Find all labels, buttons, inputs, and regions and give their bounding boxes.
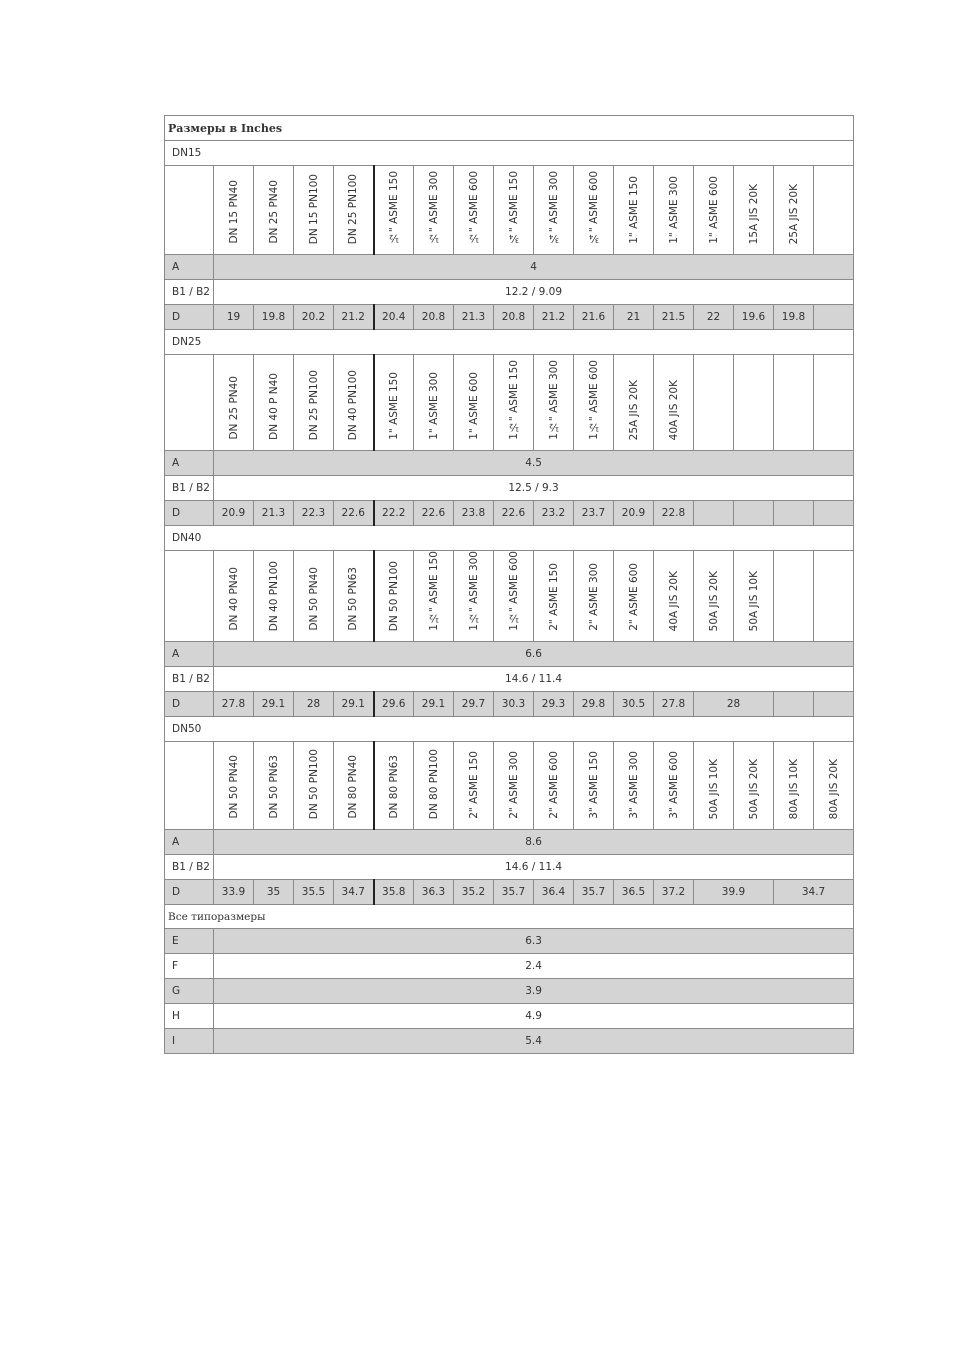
value-d: 39.9 (694, 880, 774, 905)
column-header-label: ¾" ASME 300 (547, 170, 560, 244)
value-d: 20.9 (614, 501, 654, 526)
column-header-label: ½" ASME 300 (427, 170, 440, 244)
column-header (574, 355, 614, 451)
row-label-d: D (165, 692, 214, 717)
value-d: 20.9 (214, 501, 254, 526)
column-header (774, 355, 814, 451)
column-header-label: DN 80 PN63 (387, 755, 400, 819)
column-header-label: 3" ASME 150 (587, 751, 600, 819)
column-header (294, 355, 334, 451)
section-title: DN40 (165, 526, 854, 551)
dimensions-table (164, 115, 854, 1054)
section-title: DN25 (165, 330, 854, 355)
column-header-label: DN 40 P N40 (267, 373, 280, 440)
all-sizes-title: Все типоразмеры (165, 905, 854, 929)
column-header (734, 166, 774, 255)
column-header (414, 355, 454, 451)
value-b: 14.6 / 11.4 (214, 855, 854, 880)
value-d (814, 692, 854, 717)
column-header-label: 1½" ASME 150 (427, 551, 440, 631)
column-header-label: DN 25 PN100 (307, 369, 320, 440)
value-d: 22.6 (414, 501, 454, 526)
column-header-label: 1" ASME 600 (707, 176, 720, 244)
column-header (334, 166, 374, 255)
column-header (734, 355, 774, 451)
column-header (254, 742, 294, 830)
row-value: 3.9 (214, 979, 854, 1004)
value-d: 30.3 (494, 692, 534, 717)
row-label: G (165, 979, 214, 1004)
column-header (214, 551, 254, 642)
value-d (814, 501, 854, 526)
column-header-label: 40A JIS 20K (667, 570, 680, 631)
value-b: 12.2 / 9.09 (214, 280, 854, 305)
column-header-label: 1½" ASME 300 (467, 551, 480, 631)
column-header (414, 742, 454, 830)
value-d: 20.4 (374, 305, 414, 330)
column-header (574, 551, 614, 642)
column-header (534, 551, 574, 642)
row-label-d: D (165, 880, 214, 905)
column-header-label: DN 25 PN100 (347, 173, 360, 244)
column-header-label: 25A JIS 20K (787, 183, 800, 244)
value-d: 28 (294, 692, 334, 717)
dimensions-document (164, 115, 854, 1054)
row-label: H (165, 1004, 214, 1029)
column-header (814, 166, 854, 255)
row-label-b: B1 / B2 (165, 855, 214, 880)
column-header-label: 25A JIS 20K (627, 379, 640, 440)
column-header (494, 742, 534, 830)
value-d: 22.6 (334, 501, 374, 526)
value-d: 35.7 (574, 880, 614, 905)
column-header (614, 166, 654, 255)
value-d: 37.2 (654, 880, 694, 905)
value-d: 27.8 (214, 692, 254, 717)
column-header-label: 1" ASME 150 (627, 176, 640, 244)
column-header (654, 742, 694, 830)
row-value: 2.4 (214, 954, 854, 979)
column-header (614, 355, 654, 451)
column-header (774, 742, 814, 830)
column-header (534, 355, 574, 451)
column-header (374, 742, 414, 830)
column-header-label: 1" ASME 300 (427, 372, 440, 440)
column-header-label: 40A JIS 20K (667, 379, 680, 440)
column-header (254, 166, 294, 255)
value-d: 21.5 (654, 305, 694, 330)
value-d: 29.6 (374, 692, 414, 717)
column-header-label: 2" ASME 600 (547, 751, 560, 819)
column-header-label: DN 40 PN100 (267, 560, 280, 631)
value-d: 35.8 (374, 880, 414, 905)
value-d: 27.8 (654, 692, 694, 717)
header-empty-cell (165, 355, 214, 451)
column-header (334, 355, 374, 451)
column-header (374, 166, 414, 255)
value-d: 33.9 (214, 880, 254, 905)
value-d: 21 (614, 305, 654, 330)
column-header-label: 1" ASME 300 (667, 176, 680, 244)
column-header (214, 166, 254, 255)
column-header-label: DN 50 PN63 (267, 755, 280, 819)
column-header (654, 551, 694, 642)
value-d: 29.7 (454, 692, 494, 717)
value-d: 34.7 (774, 880, 854, 905)
column-header-label: 1½" ASME 300 (547, 360, 560, 440)
column-header (814, 551, 854, 642)
column-header-label: 50A JIS 20K (747, 758, 760, 819)
column-header-label: 2" ASME 300 (507, 751, 520, 819)
value-d: 22 (694, 305, 734, 330)
column-header-label: 1½" ASME 600 (507, 551, 520, 631)
value-d (814, 305, 854, 330)
value-a: 4.5 (214, 451, 854, 476)
value-a: 4 (214, 255, 854, 280)
value-d: 35.7 (494, 880, 534, 905)
column-header-label: DN 50 PN100 (387, 560, 400, 631)
column-header (654, 355, 694, 451)
section-title: DN15 (165, 141, 854, 166)
table-title: Размеры в Inches (165, 116, 854, 141)
column-header (494, 355, 534, 451)
value-d: 22.2 (374, 501, 414, 526)
column-header (494, 551, 534, 642)
value-d: 23.8 (454, 501, 494, 526)
value-d: 23.2 (534, 501, 574, 526)
column-header (454, 742, 494, 830)
row-label-d: D (165, 501, 214, 526)
column-header (414, 551, 454, 642)
value-d: 36.3 (414, 880, 454, 905)
column-header-label: DN 15 PN40 (227, 180, 240, 244)
column-header (254, 355, 294, 451)
column-header (294, 551, 334, 642)
column-header (294, 166, 334, 255)
value-d (694, 501, 734, 526)
column-header-label: 50A JIS 10K (747, 570, 760, 631)
row-label-a: A (165, 451, 214, 476)
value-d: 28 (694, 692, 774, 717)
value-d: 35.5 (294, 880, 334, 905)
value-d: 36.4 (534, 880, 574, 905)
value-d: 21.2 (334, 305, 374, 330)
value-d: 21.3 (254, 501, 294, 526)
row-label: F (165, 954, 214, 979)
value-d: 20.2 (294, 305, 334, 330)
column-header (454, 551, 494, 642)
row-label-a: A (165, 642, 214, 667)
column-header-label: 2" ASME 300 (587, 563, 600, 631)
value-d: 19.6 (734, 305, 774, 330)
value-d: 36.5 (614, 880, 654, 905)
value-d: 30.5 (614, 692, 654, 717)
row-value: 5.4 (214, 1029, 854, 1054)
row-label-d: D (165, 305, 214, 330)
column-header (454, 166, 494, 255)
column-header (214, 742, 254, 830)
column-header-label: 2" ASME 150 (467, 751, 480, 819)
value-d: 19.8 (774, 305, 814, 330)
row-label-a: A (165, 255, 214, 280)
column-header (454, 355, 494, 451)
column-header (814, 742, 854, 830)
column-header (774, 166, 814, 255)
value-d: 21.6 (574, 305, 614, 330)
column-header (414, 166, 454, 255)
value-d: 20.8 (494, 305, 534, 330)
value-d: 22.6 (494, 501, 534, 526)
column-header-label: DN 15 PN100 (307, 173, 320, 244)
row-label: E (165, 929, 214, 954)
row-label-b: B1 / B2 (165, 476, 214, 501)
value-d: 29.1 (254, 692, 294, 717)
value-d (774, 692, 814, 717)
column-header-label: 1½" ASME 600 (587, 360, 600, 440)
value-b: 12.5 / 9.3 (214, 476, 854, 501)
column-header-label: DN 50 PN40 (227, 755, 240, 819)
value-d: 35.2 (454, 880, 494, 905)
column-header (334, 742, 374, 830)
row-label: I (165, 1029, 214, 1054)
column-header (694, 742, 734, 830)
value-d: 19.8 (254, 305, 294, 330)
value-d: 21.2 (534, 305, 574, 330)
column-header-label: DN 50 PN100 (307, 748, 320, 819)
column-header (374, 355, 414, 451)
column-header-label: 1" ASME 150 (387, 372, 400, 440)
column-header (614, 551, 654, 642)
column-header-label: DN 80 PN40 (347, 755, 360, 819)
column-header-label: DN 25 PN40 (227, 376, 240, 440)
column-header (374, 551, 414, 642)
column-header (654, 166, 694, 255)
section-title: DN50 (165, 717, 854, 742)
column-header-label: 2" ASME 150 (547, 563, 560, 631)
value-a: 8.6 (214, 830, 854, 855)
column-header-label: DN 80 PN100 (427, 748, 440, 819)
column-header-label: 15A JIS 20K (747, 183, 760, 244)
column-header (734, 742, 774, 830)
value-d: 23.7 (574, 501, 614, 526)
value-d (734, 501, 774, 526)
header-empty-cell (165, 166, 214, 255)
column-header (694, 551, 734, 642)
column-header-label: DN 40 PN100 (347, 369, 360, 440)
value-d: 35 (254, 880, 294, 905)
column-header (574, 742, 614, 830)
row-value: 4.9 (214, 1004, 854, 1029)
column-header-label: DN 50 PN40 (307, 567, 320, 631)
column-header-label: 3" ASME 300 (627, 751, 640, 819)
column-header-label: 1½" ASME 150 (507, 360, 520, 440)
column-header (334, 551, 374, 642)
column-header-label: DN 25 PN40 (267, 180, 280, 244)
value-d: 29.8 (574, 692, 614, 717)
column-header-label: ½" ASME 600 (467, 170, 480, 244)
value-d: 29.3 (534, 692, 574, 717)
column-header (254, 551, 294, 642)
column-header-label: ½" ASME 150 (387, 170, 400, 244)
column-header (494, 166, 534, 255)
column-header-label: DN 40 PN40 (227, 567, 240, 631)
value-d: 22.3 (294, 501, 334, 526)
value-d: 22.8 (654, 501, 694, 526)
row-label-b: B1 / B2 (165, 280, 214, 305)
value-a: 6.6 (214, 642, 854, 667)
column-header (774, 551, 814, 642)
column-header-label: 50A JIS 10K (707, 758, 720, 819)
value-d (774, 501, 814, 526)
column-header-label: 80A JIS 10K (787, 758, 800, 819)
column-header (214, 355, 254, 451)
column-header-label: ¾" ASME 150 (507, 170, 520, 244)
value-d: 21.3 (454, 305, 494, 330)
column-header (814, 355, 854, 451)
value-d: 34.7 (334, 880, 374, 905)
row-value: 6.3 (214, 929, 854, 954)
column-header (734, 551, 774, 642)
column-header (534, 166, 574, 255)
column-header-label: 2" ASME 600 (627, 563, 640, 631)
value-d: 20.8 (414, 305, 454, 330)
header-empty-cell (165, 551, 214, 642)
column-header (614, 742, 654, 830)
value-d: 29.1 (334, 692, 374, 717)
column-header-label: ¾" ASME 600 (587, 170, 600, 244)
column-header-label: 3" ASME 600 (667, 751, 680, 819)
column-header (694, 166, 734, 255)
column-header (574, 166, 614, 255)
column-header-label: 1" ASME 600 (467, 372, 480, 440)
value-d: 29.1 (414, 692, 454, 717)
column-header (294, 742, 334, 830)
value-d: 19 (214, 305, 254, 330)
value-b: 14.6 / 11.4 (214, 667, 854, 692)
column-header (534, 742, 574, 830)
column-header-label: DN 50 PN63 (347, 567, 360, 631)
column-header-label: 50A JIS 20K (707, 570, 720, 631)
column-header (694, 355, 734, 451)
header-empty-cell (165, 742, 214, 830)
row-label-a: A (165, 830, 214, 855)
column-header-label: 80A JIS 20K (827, 758, 840, 819)
row-label-b: B1 / B2 (165, 667, 214, 692)
